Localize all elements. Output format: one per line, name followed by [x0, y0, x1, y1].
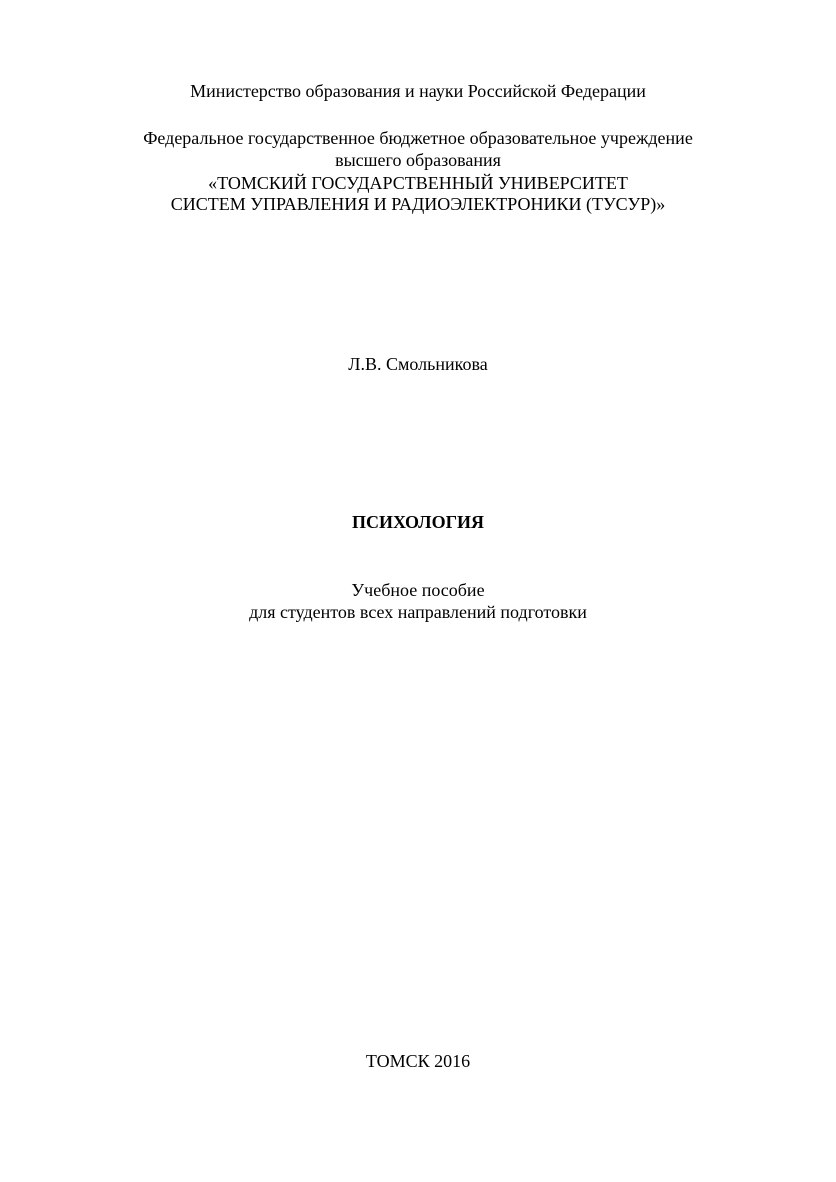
city-year: ТОМСК 2016	[365, 1051, 471, 1071]
institution-line-4: СИСТЕМ УПРАВЛЕНИЯ И РАДИОЭЛЕКТРОНИКИ (ТУСУР)»	[170, 194, 666, 214]
subtitle-line-2: для студентов всех направлений подготовки	[249, 602, 587, 622]
document-title: ПСИХОЛОГИЯ	[351, 512, 485, 532]
institution-line-3: «ТОМСКИЙ ГОСУДАРСТВЕННЫЙ УНИВЕРСИТЕТ	[208, 173, 628, 193]
author-name: Л.В. Смольникова	[348, 354, 488, 374]
ministry-name: Министерство образования и науки Российской Федерации	[190, 81, 646, 101]
institution-line-1: Федеральное государственное бюджетное образовательное учреждение	[143, 128, 693, 148]
subtitle-line-1: Учебное пособие	[351, 580, 485, 600]
institution-line-2: высшего образования	[335, 150, 501, 170]
